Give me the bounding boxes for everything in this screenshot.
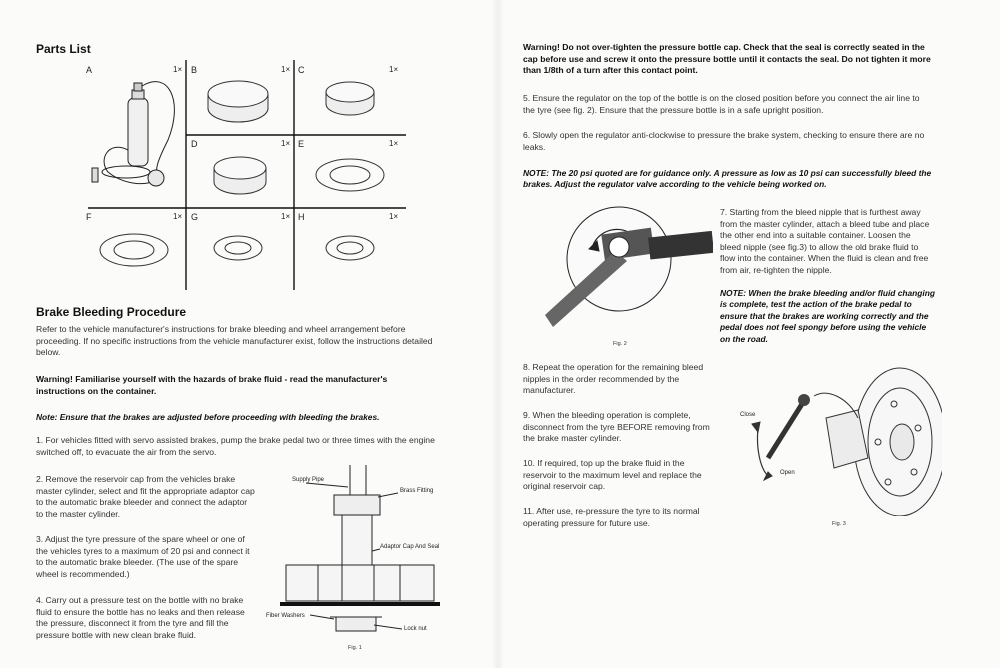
cell-b-letter: B <box>191 65 198 75</box>
step-3: 3. Adjust the tyre pressure of the spare wheel or one of the vehicles tyres to a maximum of 20 psi and connect it to the automatic brake bleeder. (The use of the spare wheel is recommended.) <box>36 534 250 579</box>
cell-f-qty: 1× <box>173 212 183 221</box>
fig3-open-label: Open <box>780 470 795 476</box>
cell-d-qty: 1× <box>281 139 291 148</box>
step-8: 8. Repeat the operation for the remaining bleed nipples in the order recommended by the manufacturer. <box>523 362 704 396</box>
step-6: 6. Slowly open the regulator anti-clockwise to pressure the brake system, checking to ensure there are no leaks. <box>523 130 925 152</box>
fig2-caption: Fig. 2 <box>613 341 627 347</box>
pressure-note: NOTE: The 20 psi quoted are for guidance only. A pressure as low as 10 psi can successfully bleed the brakes. Adjust the regulator valve according to the vehicle being worked on. <box>523 168 932 190</box>
cell-h-qty: 1× <box>389 212 399 221</box>
procedure-note: Note: Ensure that the brakes are adjusted before proceeding with bleeding the brakes. <box>36 412 380 422</box>
cell-g-letter: G <box>191 212 199 222</box>
fig1-lock-nut-label: Lock nut <box>404 626 427 632</box>
cell-e-qty: 1× <box>389 139 399 148</box>
cell-g-qty: 1× <box>281 212 291 221</box>
parts-grid <box>88 60 408 292</box>
cell-a-qty: 1× <box>173 65 183 74</box>
step-10: 10. If required, top up the brake fluid in the reservoir to the maximum level and replace the original reservoir cap. <box>523 458 702 492</box>
step-2: 2. Remove the reservoir cap from the vehicles brake master cylinder, select and fit the appropriate adaptor cap to the automatic brake bleeder and connect the adaptor to the master cylinder. <box>36 474 255 519</box>
procedure-title: Brake Bleeding Procedure <box>36 305 187 319</box>
step-5: 5. Ensure the regulator on the top of the bottle is on the closed position before you connect the air line to the tyre (see fig. 2). Ensure that the pressure bottle is in a safe upright position. <box>523 93 920 115</box>
procedure-warning: Warning! Familiarise yourself with the hazards of brake fluid - read the manufacturer's instructions on the container. <box>36 374 388 396</box>
page-fold <box>492 0 504 668</box>
fig1-caption: Fig. 1 <box>348 645 362 651</box>
step-9: 9. When the bleeding operation is complete, disconnect from the tyre BEFORE removing from the brake master cylinder. <box>523 410 710 444</box>
part-c-cap-illustration <box>326 82 374 115</box>
fig1-adaptor-label: Adaptor Cap And Seal <box>380 544 440 550</box>
step-4: 4. Carry out a pressure test on the bottle with no brake fluid to ensure the bottle has no leaks and then release the pressure, disconnect it from the tyre and fill the pressure bottle with new clean brake fluid. <box>36 595 245 640</box>
cell-d-letter: D <box>191 139 198 149</box>
cap-warning: Warning! Do not over-tighten the pressure bottle cap. Check that the seal is correctly seated in the cap before use and screw it onto the pressure bottle until it contacts the seal. Do not tighten it more than 1/8th of a turn after this contact point. <box>523 42 931 76</box>
parts-list-title: Parts List <box>36 42 91 56</box>
fig2-regulator-diagram <box>523 205 713 355</box>
part-d-cap-illustration <box>214 157 266 194</box>
part-e-washer-illustration <box>316 159 384 191</box>
cell-a-letter: A <box>86 65 93 75</box>
cell-f-letter: F <box>86 212 92 222</box>
cell-c-letter: C <box>298 65 305 75</box>
step-1: 1. For vehicles fitted with servo assisted brakes, pump the brake pedal two or three times with the engine switched off, to evacuate the air from the servo. <box>36 435 435 457</box>
part-b-cap-illustration <box>208 81 268 122</box>
fig1-fiber-washers-label: Fiber Washers <box>266 613 305 619</box>
part-h-washer-illustration <box>326 236 374 260</box>
step-11: 11. After use, re-pressure the tyre to its normal operating pressure for future use. <box>523 506 700 528</box>
cell-b-qty: 1× <box>281 65 291 74</box>
fig3-close-label: Close <box>740 412 756 418</box>
fig1-brass-fitting-label: Brass Fitting <box>400 488 434 494</box>
part-a-bottle-illustration <box>92 82 174 186</box>
part-f-washer-illustration <box>100 234 168 266</box>
cell-h-letter: H <box>298 212 305 222</box>
pedal-note: NOTE: When the brake bleeding and/or fluid changing is complete, test the action of the brake pedal to ensure that the brakes are working correctly and the pedal does not feel spongy before using the vehicle on the road. <box>720 288 935 344</box>
fig1-supply-pipe-label: Supply Pipe <box>292 477 325 483</box>
cell-e-letter: E <box>298 139 305 149</box>
procedure-intro: Refer to the vehicle manufacturer's instructions for brake bleeding and wheel arrangement before proceeding. If no specific instructions from the vehicle manufacturer exist, follow the instructions detailed below. <box>36 324 433 358</box>
part-g-washer-illustration <box>214 236 262 260</box>
step-7: 7. Starting from the bleed nipple that is furthest away from the master cylinder, attach a bleed tube and place the other end into a suitable container. Loosen the bleed nipple (see fig.3) to allow the old brake fluid to flow into the container. When the fluid is clean and free from air, re-tighten the nipple. <box>720 207 930 275</box>
fig3-caption: Fig. 3 <box>832 521 846 527</box>
cell-c-qty: 1× <box>389 65 399 74</box>
fig3-bleed-nipple-diagram <box>738 358 942 516</box>
